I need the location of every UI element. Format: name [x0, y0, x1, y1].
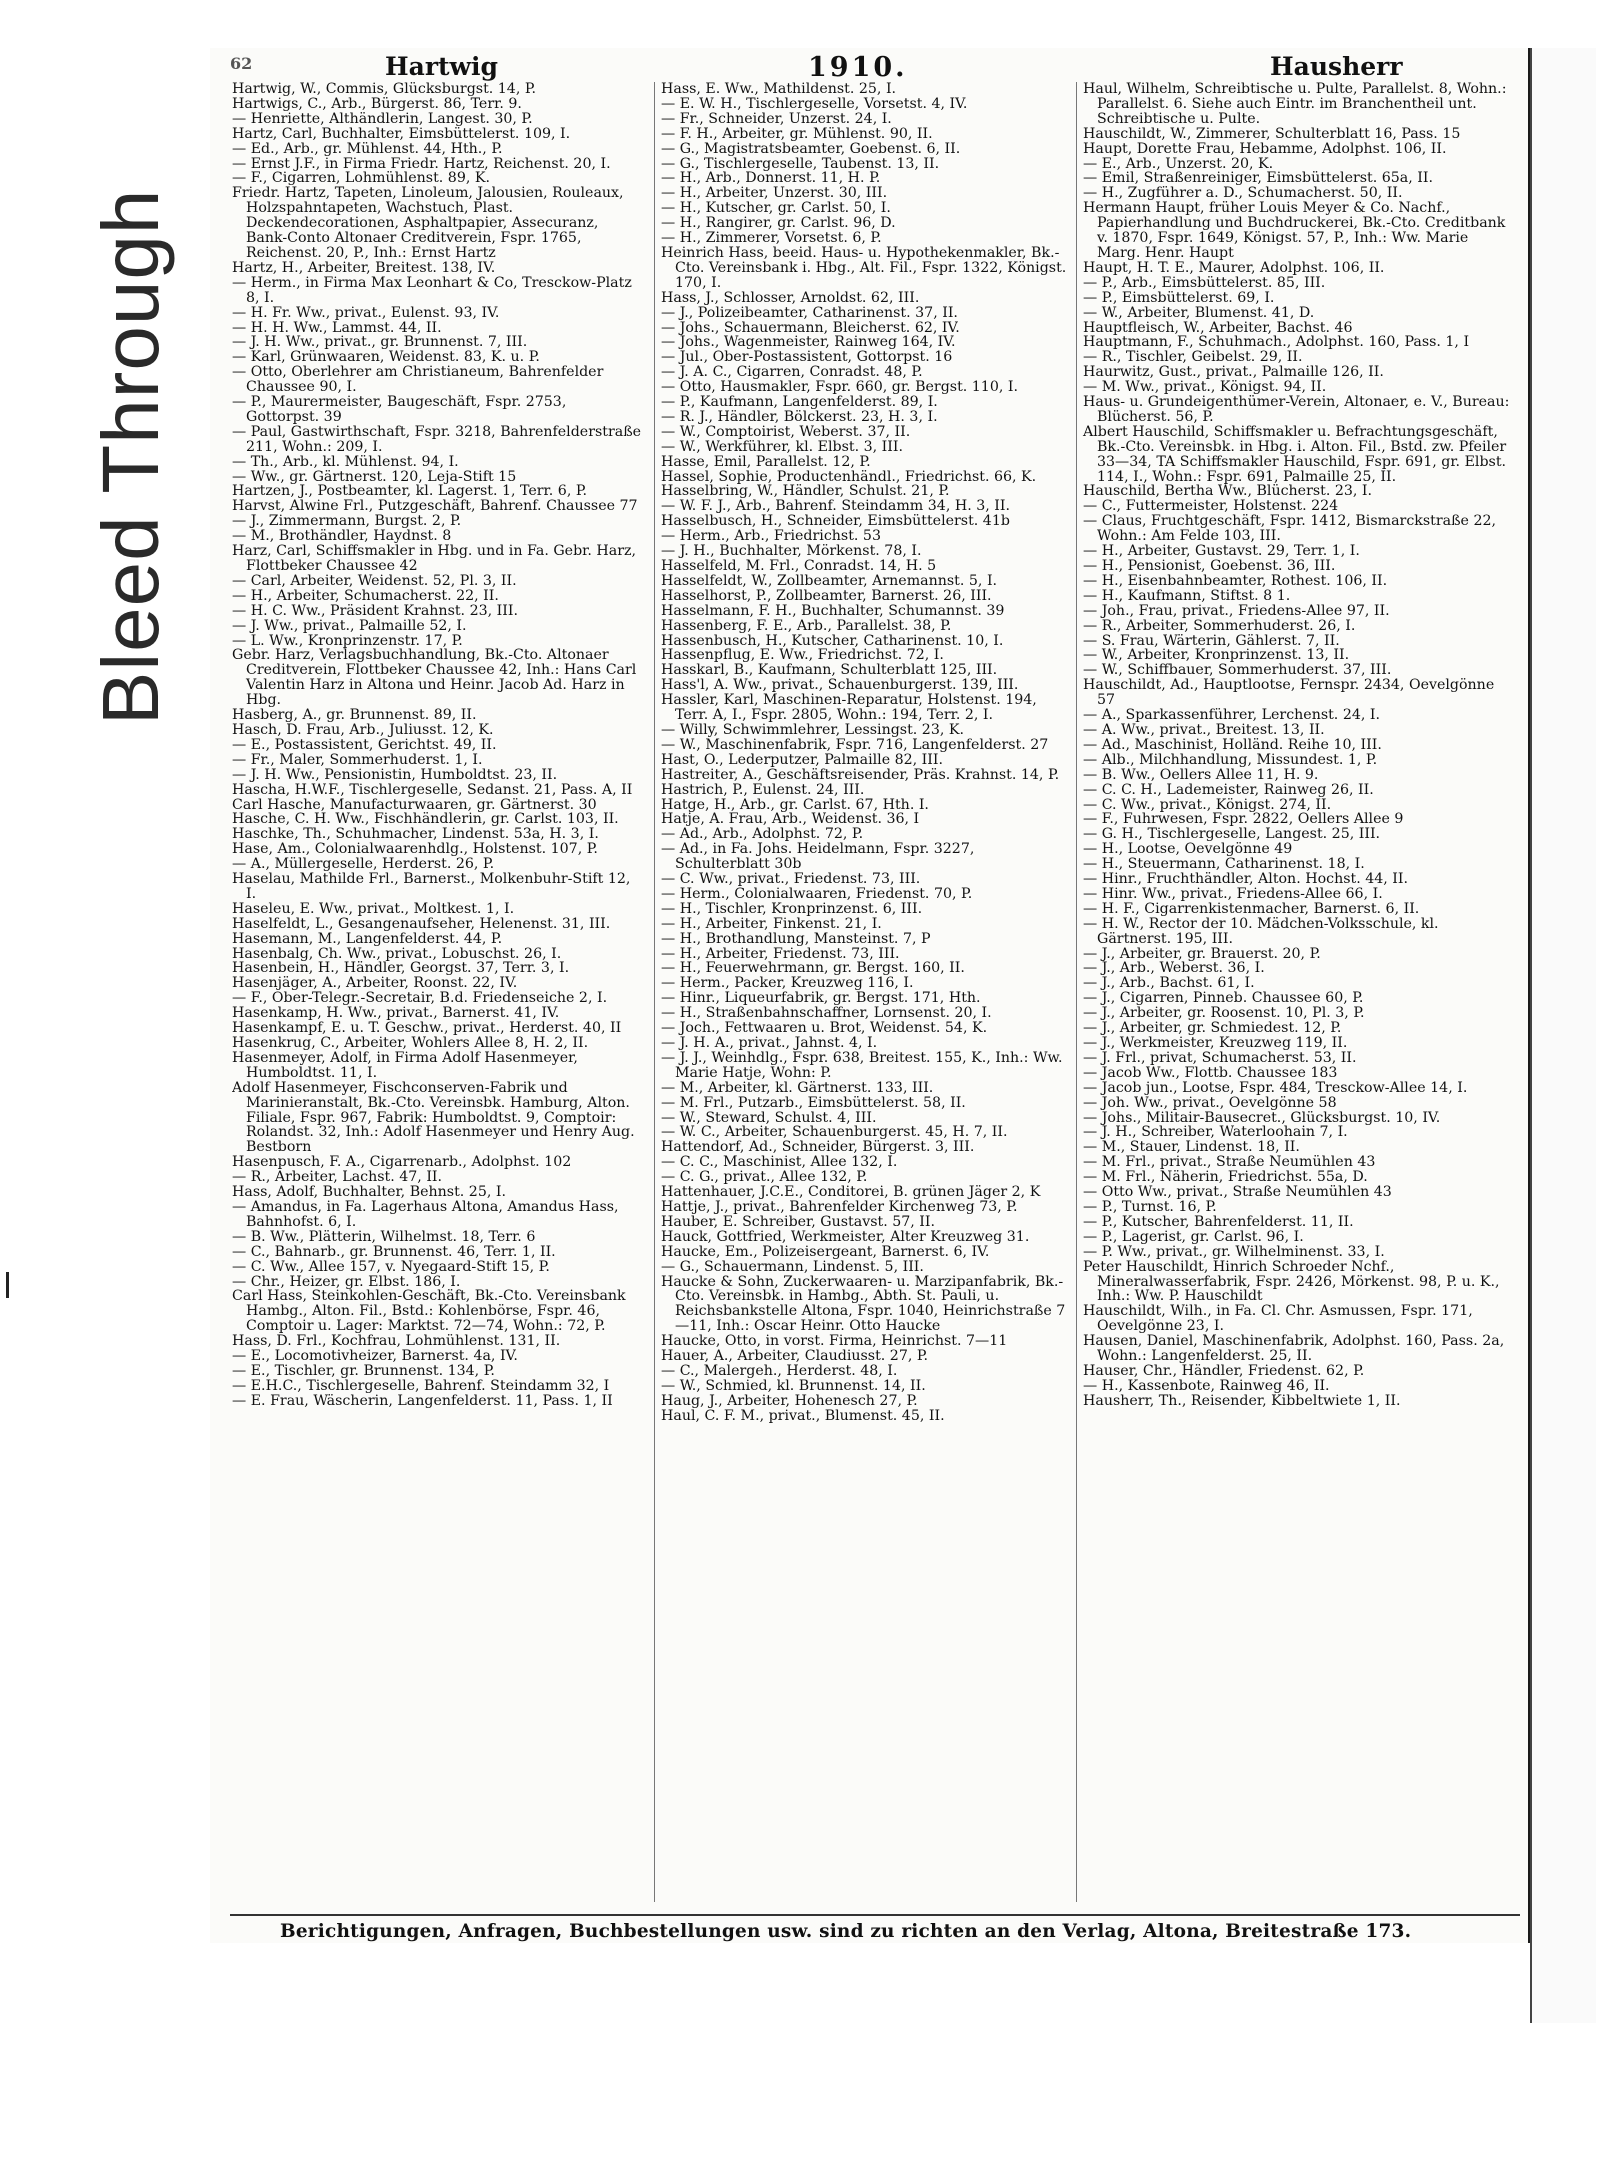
directory-entry: — Hinr., Fruchthändler, Alton. Hochst. 44, II. — [1083, 871, 1409, 888]
directory-entry: — C. Ww., Allee 157, v. Nyegaard-Stift 15, P. — [232, 1258, 550, 1275]
directory-entry: Hass, J., Schlosser, Arnoldst. 62, III. — [661, 289, 920, 306]
directory-entry: — H., Arbeiter, Unzerst. 30, III. — [661, 185, 888, 202]
directory-entry: — W., Comptoirist, Weberst. 37, II. — [661, 423, 911, 440]
directory-entry: — Alb., Milchhandlung, Missundest. 1, P. — [1083, 751, 1378, 768]
page-number: 62 — [230, 54, 253, 73]
directory-entry: — Johs., Wagenmeister, Rainweg 164, IV. — [661, 334, 956, 351]
directory-entry: — A., Müllergeselle, Herderst. 26, P. — [232, 856, 495, 873]
directory-entry: — J., Arbeiter, gr. Brauerst. 20, P. — [1083, 945, 1321, 962]
directory-entry: — M. Frl., Putzarb., Eimsbüttelerst. 58, II. — [661, 1094, 966, 1111]
directory-entry: — J. J., Weinhdlg., Fspr. 638, Breitest. 155, K., Inh.: Ww. Marie Hatje, Wohn: P. — [661, 1049, 1063, 1081]
directory-entry: — H. F., Cigarrenkistenmacher, Barnerst. 6, II. — [1083, 900, 1420, 917]
directory-entry: — Amandus, in Fa. Lagerhaus Altona, Amandus Hass, Bahnhofst. 6, I. — [232, 1198, 619, 1230]
directory-entry: — Otto Ww., privat., Straße Neumühlen 43 — [1083, 1184, 1392, 1201]
directory-entry: — E. Frau, Wäscherin, Langenfelderst. 11, Pass. 1, II — [232, 1392, 613, 1409]
directory-entry: — E., Arb., Unzerst. 20, K. — [1083, 155, 1274, 172]
directory-entry: Peter Hauschildt, Hinrich Schroeder Nchf., Mineralwasserfabrik, Fspr. 2426, Mörkenst. 98, P. u. K., Inh.: Ww. P. Hauschildt — [1083, 1258, 1500, 1305]
directory-entry: — H., Feuerwehrmann, gr. Bergst. 160, II. — [661, 960, 965, 977]
directory-entry: — E. W. H., Tischlergeselle, Vorsetst. 4, IV. — [661, 95, 968, 112]
directory-entry: — W., Maschinenfabrik, Fspr. 716, Langenfelderst. 27 — [661, 736, 1049, 753]
directory-entry: — H., Straßenbahnschaffner, Lornsenst. 20, I. — [661, 1005, 992, 1022]
directory-entry: — Johs., Schauermann, Bleicherst. 62, IV. — [661, 319, 960, 336]
directory-entry: — W. C., Arbeiter, Schauenburgerst. 45, H. 7, II. — [661, 1124, 1008, 1141]
directory-entry: — W., Schmied, kl. Brunnenst. 14, II. — [661, 1377, 926, 1394]
directory-entry: — Herm., Colonialwaaren, Friedenst. 70, P. — [661, 885, 973, 902]
footer-rule — [230, 1914, 1520, 1916]
directory-entry: — H. Fr. Ww., privat., Eulenst. 93, IV. — [232, 304, 500, 321]
directory-entry: — F. H., Arbeiter, gr. Mühlenst. 90, II. — [661, 125, 933, 142]
directory-entry: — R. J., Händler, Bölckerst. 23, H. 3, I. — [661, 408, 938, 425]
directory-entry: — R., Arbeiter, Lachst. 47, II. — [232, 1169, 443, 1186]
directory-entry: Hass, D. Frl., Kochfrau, Lohmühlenst. 131, II. — [232, 1333, 561, 1350]
directory-entry: — H., Arbeiter, Friedenst. 73, III. — [661, 945, 900, 962]
directory-entry: Haupt, H. T. E., Maurer, Adolphst. 106, II. — [1083, 259, 1385, 276]
directory-entry: Hasenkrug, C., Arbeiter, Wohlers Allee 8, H. 2, II. — [232, 1035, 589, 1051]
directory-entry: Hassenpflug, E. Ww., Friedrichst. 72, I. — [661, 647, 944, 664]
directory-entry: — Ad., in Fa. Johs. Heidelmann, Fspr. 3227, Schulterblatt 30b — [661, 841, 975, 873]
directory-entry: Harz, Carl, Schiffsmakler in Hbg. und in Fa. Gebr. Harz, Flottbeker Chaussee 42 — [232, 543, 636, 574]
directory-entry: Hauck, Gottfried, Werkmeister, Alter Kreuzweg 31. — [661, 1228, 1030, 1245]
directory-entry: — M., Brothändler, Haydnst. 8 — [232, 528, 452, 545]
directory-entry: — P., Kutscher, Bahrenfelderst. 11, II. — [1083, 1213, 1354, 1230]
running-header — [210, 52, 1528, 86]
directory-entry: Haul, C. F. M., privat., Blumenst. 45, II. — [661, 1407, 945, 1424]
adjacent-page-edge — [1530, 48, 1596, 2023]
directory-entry: Haschke, Th., Schuhmacher, Lindenst. 53a, H. 3, I. — [232, 826, 599, 843]
directory-entry: — F., Fuhrwesen, Fspr. 2822, Oellers Allee 9 — [1083, 811, 1404, 828]
directory-entry: — H., Brothandlung, Mansteinst. 7, P — [661, 930, 931, 947]
directory-entry: — Herm., Packer, Kreuzweg 116, I. — [661, 975, 914, 992]
directory-entry: Hasche, C. H. Ww., Fischhändlerin, gr. Carlst. 103, II. — [232, 811, 619, 828]
directory-entry: Haul, Wilhelm, Schreibtische u. Pulte, Parallelst. 8, Wohn.: Parallelst. 6. Siehe auch Eintr. im Branchentheil unt. Schreibtische u. Pulte. — [1083, 82, 1507, 127]
directory-entry: Hartz, H., Arbeiter, Breitest. 138, IV. — [232, 259, 496, 276]
directory-entry: Haus- u. Grundeigenthümer-Verein, Altonaer, e. V., Bureau: Blücherst. 56, P. — [1083, 394, 1510, 425]
directory-entry: — A. Ww., privat., Breitest. 13, II. — [1083, 721, 1325, 738]
directory-entry: Hasenbein, H., Händler, Georgst. 37, Terr. 3, I. — [232, 960, 570, 977]
directory-entry: — Ad., Arb., Adolphst. 72, P. — [661, 826, 864, 843]
directory-entry: — C. C., Maschinist, Allee 132, I. — [661, 1154, 898, 1171]
directory-entry: — B. Ww., Oellers Allee 11, H. 9. — [1083, 766, 1319, 783]
directory-entry: — Jacob Ww., Flottb. Chaussee 183 — [1083, 1064, 1338, 1081]
directory-entry: — R., Tischler, Geibelst. 29, II. — [1083, 349, 1303, 366]
directory-entry: Hasselbring, W., Händler, Schulst. 21, P. — [661, 483, 950, 500]
directory-entry: Hauptmann, F., Schuhmach., Adolphst. 160, Pass. 1, I — [1083, 334, 1470, 351]
directory-entry: — J. Frl., privat, Schumacherst. 53, II. — [1083, 1049, 1357, 1066]
directory-entry: Hauptfleisch, W., Arbeiter, Bachst. 46 — [1083, 319, 1353, 336]
directory-entry: — J. Ww., privat., Palmaille 52, I. — [232, 617, 467, 634]
directory-entry: Hauber, E. Schreiber, Gustavst. 57, II. — [661, 1213, 936, 1230]
directory-entry: — W., Arbeiter, Blumenst. 41, D. — [1083, 304, 1315, 321]
directory-entry: — W. F. J., Arb., Bahrenf. Steindamm 34, H. 3, II. — [661, 498, 1011, 515]
directory-entry: — C. Ww., privat., Friedenst. 73, III. — [661, 871, 921, 888]
directory-entry: — H. C. Ww., Präsident Krahnst. 23, III. — [232, 602, 518, 619]
directory-entry: Harvst, Alwine Frl., Putzgeschäft, Bahrenf. Chaussee 77 — [232, 498, 638, 515]
directory-entry: — H., Zugführer a. D., Schumacherst. 50, II. — [1083, 185, 1403, 202]
directory-entry: — Willy, Schwimmlehrer, Lessingst. 23, K. — [661, 721, 964, 738]
directory-entry: Hasch, D. Frau, Arb., Juliusst. 12, K. — [232, 721, 494, 738]
directory-entry: — Hinr. Ww., privat., Friedens-Allee 66, I. — [1083, 885, 1383, 902]
directory-entry: Hausen, Daniel, Maschinenfabrik, Adolphst. 160, Pass. 2a, Wohn.: Langenfelderst. 25, II. — [1083, 1333, 1505, 1365]
directory-entry: — H., Tischler, Kronprinzenst. 6, III. — [661, 900, 923, 917]
directory-entry: — H., Kaufmann, Stiftst. 8 1. — [1083, 587, 1291, 604]
directory-entry: Hasenkampf, E. u. T. Geschw., privat., Herderst. 40, II — [232, 1020, 622, 1037]
header-year: 1910. — [808, 52, 908, 83]
directory-entry: Hartwig, W., Commis, Glücksburgst. 14, P. — [232, 82, 537, 97]
directory-entry: — P., Maurermeister, Baugeschäft, Fspr. 2753, Gottorpst. 39 — [232, 394, 567, 425]
directory-entry: — Jul., Ober-Postassistent, Gottorpst. 16 — [661, 349, 953, 366]
directory-entry: — Henriette, Althändlerin, Langest. 30, P. — [232, 110, 533, 127]
directory-entry: — P., Turnst. 16, P. — [1083, 1198, 1217, 1215]
directory-entry: — R., Arbeiter, Sommerhuderst. 26, I. — [1083, 617, 1356, 634]
directory-entry: — J. H. A., privat., Jahnst. 4, I. — [661, 1035, 878, 1051]
directory-entry: — H., Arbeiter, Schumacherst. 22, II. — [232, 587, 499, 604]
directory-entry: Hascha, H.W.F., Tischlergeselle, Sedanst. 21, Pass. A, II — [232, 781, 633, 798]
directory-entry: — H. W., Rector der 10. Mädchen-Volksschule, kl. Gärtnerst. 195, III. — [1083, 915, 1439, 947]
directory-entry: Haseleu, E. Ww., privat., Moltkest. 1, I. — [232, 900, 515, 917]
directory-entry: Hasselhorst, P., Zollbeamter, Barnerst. 26, III. — [661, 587, 992, 604]
directory-page — [210, 48, 1531, 1943]
directory-entry: — J. H., Schreiber, Waterloohain 7, I. — [1083, 1124, 1348, 1141]
directory-entry: — Herm., Arb., Friedrichst. 53 — [661, 528, 881, 545]
directory-entry: — E., Tischler, gr. Brunnenst. 134, P. — [232, 1362, 495, 1379]
directory-entry: Hartz, Carl, Buchhalter, Eimsbüttelerst. 109, I. — [232, 125, 571, 142]
directory-entry: Hatje, A. Frau, Arb., Weidenst. 36, I — [661, 811, 920, 828]
gutter-mark — [6, 1272, 9, 1298]
directory-entry: — H., Kutscher, gr. Carlst. 50, I. — [661, 200, 891, 217]
directory-entry: Hasse, Emil, Parallelst. 12, P. — [661, 453, 871, 470]
directory-entry: Albert Hauschild, Schiffsmakler u. Befrachtungsgeschäft, Bk.-Cto. Vereinsbk. in Hbg. i. Alton. Fil., Bstd. zw. Pfeiler 33—34, TA Schiffsmakler Hauschild, Fspr. 691, gr. Elbst. 114, I., Wohn.: Fspr. 691, Palmaille 25, II. — [1083, 423, 1507, 485]
directory-entry: — P., Lagerist, gr. Carlst. 96, I. — [1083, 1228, 1304, 1245]
directory-entry: Haucke, Em., Polizeisergeant, Barnerst. 6, IV. — [661, 1243, 990, 1260]
directory-entry: — W., Schiffbauer, Sommerhuderst. 37, III. — [1083, 662, 1392, 679]
directory-entry: Haucke, Otto, in vorst. Firma, Heinrichst. 7—11 — [661, 1333, 1008, 1350]
directory-entry: — W., Steward, Schulst. 4, III. — [661, 1109, 877, 1126]
directory-entry: Haurwitz, Gust., privat., Palmaille 126, II. — [1083, 364, 1384, 381]
directory-entry: — J., Cigarren, Pinneb. Chaussee 60, P. — [1083, 990, 1364, 1007]
directory-entry: — Th., Arb., kl. Mühlenst. 94, I. — [232, 453, 459, 470]
bleed-through-label: Bleed Through — [86, 188, 175, 725]
directory-entry: Hase, Am., Colonialwaarenhdlg., Holstenst. 107, P. — [232, 841, 598, 858]
directory-entry: Hermann Haupt, früher Louis Meyer & Co. Nachf., Papierhandlung und Buchdruckerei, Bk.-Cto. Creditbank v. 1870, Fspr. 1649, Königst. 57, P., Inh.: Ww. Marie Marg. Henr. Haupt — [1083, 200, 1506, 261]
directory-entry: — J. H., Buchhalter, Mörkenst. 78, I. — [661, 543, 922, 560]
directory-entry: — J., Zimmermann, Burgst. 2, P. — [232, 513, 462, 530]
directory-entry: Hass, E. Ww., Mathildenst. 25, I. — [661, 82, 897, 97]
directory-entry: Carl Hass, Steinkohlen-Geschäft, Bk.-Cto. Vereinsbank Hambg., Alton. Fil., Bstd.: Kohlenbörse, Fspr. 46, Comptoir u. Lager: Marktst. 72—74, Wohn.: 72, P. — [232, 1288, 626, 1335]
directory-entry: Carl Hasche, Manufacturwaaren, gr. Gärtnerst. 30 — [232, 796, 597, 813]
directory-entry: — Karl, Grünwaaren, Weidenst. 83, K. u. P. — [232, 349, 540, 366]
directory-entry: — H., Arb., Donnerst. 11, H. P. — [661, 170, 881, 187]
directory-entry: — J., Arbeiter, gr. Schmiedest. 12, P. — [1083, 1020, 1342, 1037]
directory-entry: — J., Polizeibeamter, Catharinenst. 37, II. — [661, 304, 958, 321]
publisher-footer: Berichtigungen, Anfragen, Buchbestellungen usw. sind zu richten an den Verlag, Altona, Breitestraße 173. — [280, 1921, 1412, 1942]
directory-entry: — H., Arbeiter, Finkenst. 21, I. — [661, 915, 882, 932]
directory-entry: — Paul, Gastwirthschaft, Fspr. 3218, Bahrenfelderstraße 211, Wohn.: 209, I. — [232, 423, 642, 455]
directory-entry: — J., Arb., Weberst. 36, I. — [1083, 960, 1265, 977]
directory-entry: Hassel, Sophie, Productenhändl., Friedrichst. 66, K. — [661, 468, 1037, 485]
directory-entry: Hauschildt, Wilh., in Fa. Cl. Chr. Asmussen, Fspr. 171, Oevelgönne 23, I. — [1083, 1303, 1473, 1335]
directory-entry: — B. Ww., Plätterin, Wilhelmst. 18, Terr. 6 — [232, 1228, 536, 1245]
directory-entry: — Chr., Heizer, gr. Elbst. 186, I. — [232, 1273, 461, 1290]
directory-entry: — Johs., Militair-Bausecret., Glücksburgst. 10, IV. — [1083, 1109, 1441, 1126]
directory-entry: — Ww., gr. Gärtnerst. 120, Leja-Stift 15 — [232, 468, 517, 485]
directory-entry: — H. H. Ww., Lammst. 44, II. — [232, 319, 442, 336]
directory-entry: — C., Futtermeister, Holstenst. 224 — [1083, 498, 1339, 515]
directory-entry: — Otto, Oberlehrer am Christianeum, Bahrenfelder Chaussee 90, I. — [232, 364, 604, 396]
directory-entry: Haselfeldt, L., Gesangenaufseher, Helenenst. 31, III. — [232, 915, 611, 932]
directory-entry: Hassler, Karl, Maschinen-Reparatur, Holstenst. 194, Terr. A, I., Fspr. 2805, Wohn.: 194, Terr. 2, I. — [661, 692, 1037, 724]
directory-entry: Hasselbusch, H., Schneider, Eimsbüttelerst. 41b — [661, 513, 1010, 530]
directory-entry: — Jacob jun., Lootse, Fspr. 484, Tresckow-Allee 14, I. — [1083, 1079, 1468, 1096]
directory-entry: Hasenjäger, A., Arbeiter, Roonst. 22, IV. — [232, 975, 518, 992]
directory-entry: Haupt, Dorette Frau, Hebamme, Adolphst. 106, II. — [1083, 140, 1447, 157]
directory-entry: — M. Frl., Näherin, Friedrichst. 55a, D. — [1083, 1169, 1368, 1186]
directory-entry: — H., Pensionist, Goebenst. 36, III. — [1083, 558, 1336, 574]
directory-entry: Hausherr, Th., Reisender, Kibbeltwiete 1, II. — [1083, 1392, 1401, 1409]
directory-entry: Hatge, H., Arb., gr. Carlst. 67, Hth. I. — [661, 796, 929, 813]
directory-entry: — Ad., Maschinist, Holländ. Reihe 10, III. — [1083, 736, 1382, 753]
directory-entry: Hasenbalg, Ch. Ww., privat., Lobuschst. 26, I. — [232, 945, 562, 962]
directory-entry: — H., Lootse, Oevelgönne 49 — [1083, 841, 1293, 858]
directory-entry: Adolf Hasenmeyer, Fischconserven-Fabrik und Marinieranstalt, Bk.-Cto. Vereinsbk. Hamburg, Alton. Filiale, Fspr. 967, Fabrik: Humboldtst. 9, Comptoir: Rolandst. 32, Inh.: Adolf Hasenmeyer und Henry Aug. Bestborn — [232, 1079, 635, 1156]
directory-entry: — H., Zimmerer, Vorsetst. 6, P. — [661, 230, 882, 247]
directory-entry: — M. Frl., privat., Straße Neumühlen 43 — [1083, 1154, 1376, 1171]
directory-entry: — M., Stauer, Lindenst. 18, II. — [1083, 1139, 1300, 1156]
directory-entry: — Emil, Straßenreiniger, Eimsbüttelerst. 65a, II. — [1083, 170, 1433, 187]
directory-entry: — Ernst J.F., in Firma Friedr. Hartz, Reichenst. 20, I. — [232, 155, 611, 172]
directory-entry: — C. G., privat., Allee 132, P. — [661, 1169, 868, 1186]
directory-entry: Haselau, Mathilde Frl., Barnerst., Molkenbuhr-Stift 12, I. — [232, 871, 631, 902]
directory-entry: — Joh., Frau, privat., Friedens-Allee 97, II. — [1083, 602, 1390, 619]
directory-entry: — C., Malergeh., Herderst. 48, I. — [661, 1362, 898, 1379]
directory-entry: Hasselmann, F. H., Buchhalter, Schumannst. 39 — [661, 602, 1005, 619]
directory-entry: — J. H. Ww., Pensionistin, Humboldtst. 23, II. — [232, 766, 558, 783]
directory-entry: Hartzen, J., Postbeamter, kl. Lagerst. 1, Terr. 6, P. — [232, 483, 588, 500]
directory-entry: — Ed., Arb., gr. Mühlenst. 44, Hth., P. — [232, 140, 503, 157]
directory-entry: Hasenpusch, F. A., Cigarrenarb., Adolphst. 102 — [232, 1154, 572, 1171]
directory-entry: — C., Bahnarb., gr. Brunnenst. 46, Terr. 1, II. — [232, 1243, 556, 1260]
directory-entry: — F., Ober-Telegr.-Secretair, B.d. Friedenseiche 2, I. — [232, 990, 608, 1007]
directory-entry: — G. H., Tischlergeselle, Langest. 25, III. — [1083, 826, 1381, 843]
directory-entry: Hattenhauer, J.C.E., Conditorei, B. grünen Jäger 2, K — [661, 1184, 1041, 1201]
directory-entry: Hasenmeyer, Adolf, in Firma Adolf Hasenmeyer, Humboldtst. 11, I. — [232, 1049, 578, 1081]
directory-entry: Hasselfeld, M. Frl., Conradst. 14, H. 5 — [661, 558, 937, 574]
directory-entry: — H., Kassenbote, Rainweg 46, II. — [1083, 1377, 1330, 1394]
directory-entry: Hass, Adolf, Buchhalter, Behnst. 25, I. — [232, 1184, 506, 1201]
directory-entry: — H., Arbeiter, Gustavst. 29, Terr. 1, I. — [1083, 543, 1360, 560]
directory-entry: Hauer, A., Arbeiter, Claudiusst. 27, P. — [661, 1348, 929, 1365]
directory-entry: — H., Rangirer, gr. Carlst. 96, D. — [661, 215, 896, 232]
directory-entry: Hasskarl, B., Kaufmann, Schulterblatt 125, III. — [661, 662, 998, 679]
directory-entry: — P. Ww., privat., gr. Wilhelminenst. 33, I. — [1083, 1243, 1385, 1260]
column-3 — [1076, 82, 1515, 1902]
directory-entry: Haucke & Sohn, Zuckerwaaren- u. Marzipanfabrik, Bk.-Cto. Vereinsbk. in Hambg., Abth. St. Pauli, u. Reichsbankstelle Altona, Fspr. 1040, Heinrichstraße 7—11, Inh.: Oscar Heinr. Otto Haucke — [661, 1273, 1066, 1335]
header-right-keyword: Hausherr — [1270, 52, 1403, 81]
directory-entry: — A., Sparkassenführer, Lerchenst. 24, I. — [1083, 707, 1381, 724]
directory-entry: Hass'l, A. Ww., privat., Schauenburgerst. 139, III. — [661, 677, 1019, 694]
directory-entry: — H., Steuermann, Catharinenst. 18, I. — [1083, 856, 1365, 873]
directory-entry: Heinrich Hass, beeid. Haus- u. Hypothekenmakler, Bk.-Cto. Vereinsbank i. Hbg., Alt. Fil., Fspr. 1322, Königst. 170, I. — [661, 244, 1067, 291]
directory-entry: Hast, O., Lederputzer, Palmaille 82, III. — [661, 751, 944, 768]
column-1 — [232, 82, 644, 1902]
directory-entry: — Fr., Maler, Sommerhuderst. 1, I. — [232, 751, 483, 768]
directory-entry: Haug, J., Arbeiter, Hohenesch 27, P. — [661, 1392, 918, 1409]
directory-entry: — G., Schauermann, Lindenst. 5, III. — [661, 1258, 924, 1275]
directory-entry: — E.H.C., Tischlergeselle, Bahrenf. Steindamm 32, I — [232, 1377, 610, 1394]
directory-entry: — P., Kaufmann, Langenfelderst. 89, I. — [661, 394, 938, 411]
directory-entry: Hassenbusch, H., Kutscher, Catharinenst. 10, I. — [661, 632, 1004, 649]
directory-entry: — G., Magistratsbeamter, Goebenst. 6, II. — [661, 140, 961, 157]
directory-entry: Hartwigs, C., Arb., Bürgerst. 86, Terr. 9. — [232, 95, 522, 112]
directory-entry: — C. C. H., Lademeister, Rainweg 26, II. — [1083, 781, 1374, 798]
directory-entry: Hasemann, M., Langenfelderst. 44, P. — [232, 930, 503, 947]
directory-entry: — Hinr., Liqueurfabrik, gr. Bergst. 171, Hth. — [661, 990, 981, 1007]
directory-entry: — W., Werkführer, kl. Elbst. 3, III. — [661, 438, 903, 455]
directory-entry: — E., Postassistent, Gerichtst. 49, II. — [232, 736, 497, 753]
directory-entry: — M., Arbeiter, kl. Gärtnerst. 133, III. — [661, 1079, 934, 1096]
directory-entry: — Fr., Schneider, Unzerst. 24, I. — [661, 110, 892, 127]
directory-entry: Friedr. Hartz, Tapeten, Linoleum, Jalousien, Rouleaux, Holzspahntapeten, Wachstuch, Plast. Deckendecorationen, Asphaltpapier, Assecuranz, Bank-Conto Altonaer Creditverein, Fspr. 1765, Reichenst. 20, P., Inh.: Ernst Hartz — [232, 185, 624, 261]
column-2 — [654, 82, 1073, 1902]
directory-entry: — J., Arb., Bachst. 61, I. — [1083, 975, 1255, 992]
directory-entry: Hastrich, P., Eulenst. 24, III. — [661, 781, 865, 798]
directory-entry: — Joch., Fettwaaren u. Brot, Weidenst. 54, K. — [661, 1020, 988, 1037]
directory-entry: — W., Arbeiter, Kronprinzenst. 13, II. — [1083, 647, 1350, 664]
directory-entry: — Otto, Hausmakler, Fspr. 660, gr. Bergst. 110, I. — [661, 379, 1018, 396]
directory-entry: Hauschildt, W., Zimmerer, Schulterblatt 16, Pass. 15 — [1083, 125, 1461, 142]
directory-entry: — J., Arbeiter, gr. Roosenst. 10, Pl. 3, P. — [1083, 1005, 1365, 1022]
directory-entry: — Claus, Fruchtgeschäft, Fspr. 1412, Bismarckstraße 22, Wohn.: Am Felde 103, III. — [1083, 513, 1497, 545]
directory-entry: — P., Eimsbüttelerst. 69, I. — [1083, 289, 1275, 306]
directory-entry: Hattendorf, Ad., Schneider, Bürgerst. 3, III. — [661, 1139, 975, 1156]
directory-entry: — E., Locomotivheizer, Barnerst. 4a, IV. — [232, 1348, 518, 1365]
directory-entry: Hasselfeldt, W., Zollbeamter, Arnemannst. 5, I. — [661, 572, 998, 589]
directory-entry: — J. A. C., Cigarren, Conradst. 48, P. — [661, 364, 923, 381]
directory-entry: Hauschildt, Ad., Hauptlootse, Fernspr. 2434, Oevelgönne 57 — [1083, 677, 1495, 709]
directory-entry: — C. Ww., privat., Königst. 274, II. — [1083, 796, 1332, 813]
directory-entry: Hasenkamp, H. Ww., privat., Barnerst. 41, IV. — [232, 1005, 560, 1022]
directory-entry: Hastreiter, A., Geschäftsreisender, Präs. Krahnst. 14, P. — [661, 766, 1060, 783]
directory-entry: — Joh. Ww., privat., Oevelgönne 58 — [1083, 1094, 1337, 1111]
header-left-keyword: Hartwig — [385, 52, 499, 81]
directory-entry: — H., Eisenbahnbeamter, Rothest. 106, II. — [1083, 572, 1388, 589]
directory-entry: — J., Werkmeister, Kreuzweg 119, II. — [1083, 1035, 1348, 1051]
directory-entry: — L. Ww., Kronprinzenstr. 17, P. — [232, 632, 463, 649]
directory-entry: Hassenberg, F. E., Arb., Parallelst. 38, P. — [661, 617, 952, 634]
directory-entry: — J. H. Ww., privat., gr. Brunnenst. 7, III. — [232, 334, 528, 351]
directory-entry: — Carl, Arbeiter, Weidenst. 52, Pl. 3, II. — [232, 572, 517, 589]
directory-entry: Hattje, J., privat., Bahrenfelder Kirchenweg 73, P. — [661, 1198, 1018, 1215]
directory-entry: — G., Tischlergeselle, Taubenst. 13, II. — [661, 155, 940, 172]
directory-entry: — P., Arb., Eimsbüttelerst. 85, III. — [1083, 274, 1326, 291]
directory-entry: Hauschild, Bertha Ww., Blücherst. 23, I. — [1083, 483, 1373, 500]
directory-entry: Hauser, Chr., Händler, Friedenst. 62, P. — [1083, 1362, 1365, 1379]
directory-entry: Gebr. Harz, Verlagsbuchhandlung, Bk.-Cto. Altonaer Creditverein, Flottbeker Chaussee 42, Inh.: Hans Carl Valentin Harz in Altona und Heinr. Jacob Ad. Harz in Hbg. — [232, 647, 637, 709]
directory-entry: Hasberg, A., gr. Brunnenst. 89, II. — [232, 707, 477, 724]
directory-entry: — F., Cigarren, Lohmühlenst. 89, K. — [232, 170, 490, 187]
directory-entry: — M. Ww., privat., Königst. 94, II. — [1083, 379, 1327, 396]
directory-entry: — Herm., in Firma Max Leonhart & Co, Tresckow-Platz 8, I. — [232, 274, 632, 306]
directory-entry: — S. Frau, Wärterin, Gählerst. 7, II. — [1083, 632, 1340, 649]
